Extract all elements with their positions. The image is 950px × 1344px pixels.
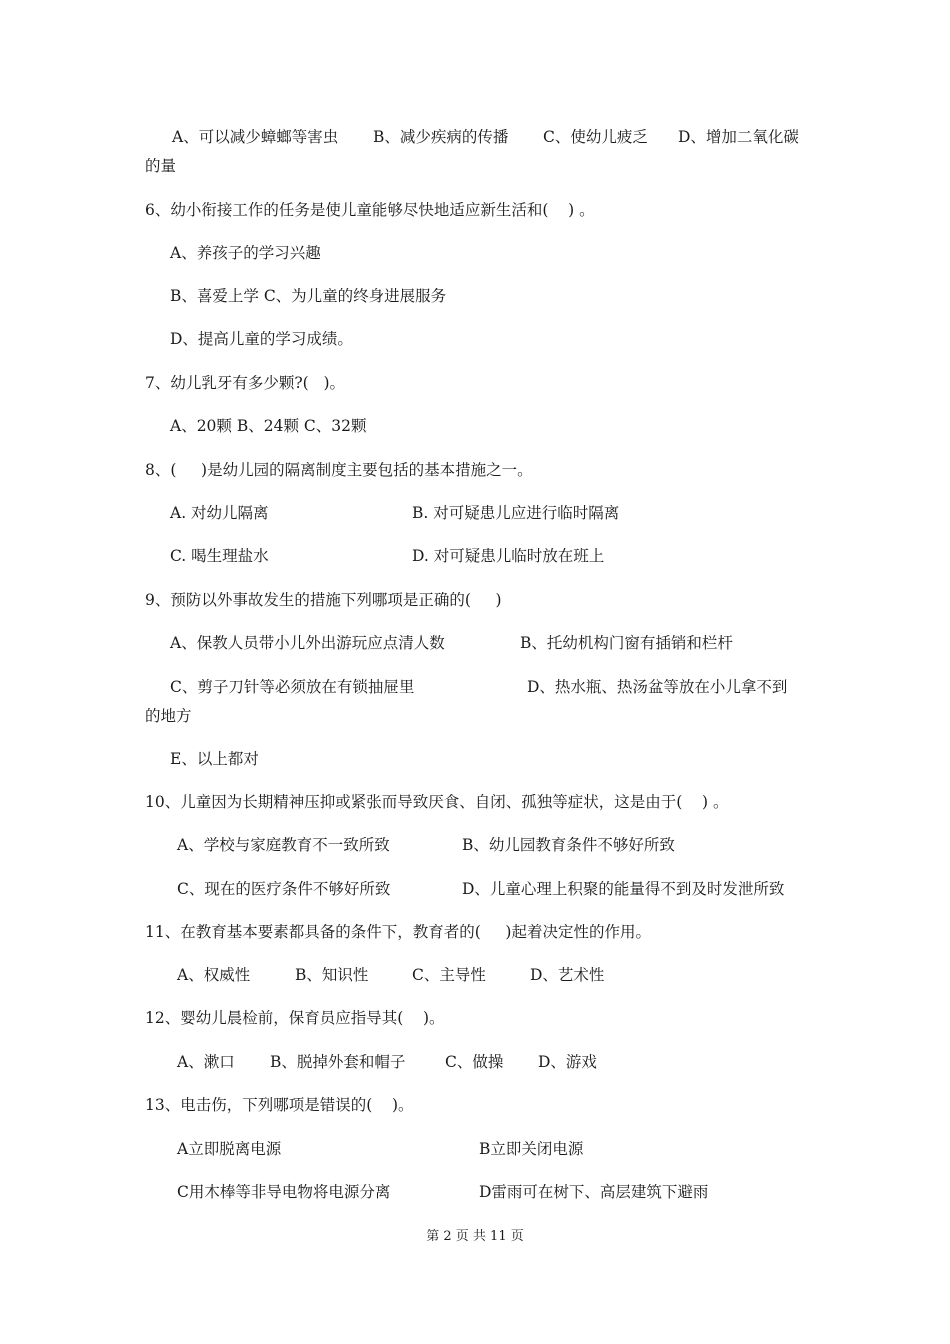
- q8-option-d: D. 对可疑患儿临时放在班上: [412, 547, 605, 565]
- q9-option-c: C、剪子刀针等必须放在有锁抽屉里: [170, 678, 415, 696]
- q12-option-c: C、做操: [445, 1053, 504, 1071]
- q10-stem: 10、儿童因为长期精神压抑或紧张而导致厌食、自闭、孤独等症状，这是由于( ) 。: [145, 793, 729, 811]
- q12-option-b: B、脱掉外套和帽子: [270, 1053, 406, 1071]
- q12-option-a: A、漱口: [177, 1053, 235, 1071]
- q10-option-d: D、儿童心理上积聚的能量得不到及时发泄所致: [462, 880, 785, 898]
- q9-option-b: B、托幼机构门窗有插销和栏杆: [520, 634, 733, 652]
- q6-stem: 6、幼小衔接工作的任务是使儿童能够尽快地适应新生活和( ) 。: [145, 201, 595, 219]
- q10-option-a: A、学校与家庭教育不一致所致: [177, 836, 390, 854]
- q10-option-b: B、幼儿园教育条件不够好所致: [462, 836, 675, 854]
- q6-option-bc: B、喜爱上学 C、为儿童的终身进展服务: [170, 287, 447, 305]
- q9-option-d: D、热水瓶、热汤盆等放在小儿拿不到: [527, 678, 788, 696]
- q7-stem: 7、幼儿乳牙有多少颗?( )。: [145, 374, 346, 392]
- q9-stem: 9、预防以外事故发生的措施下列哪项是正确的( ): [145, 591, 502, 609]
- page-number-footer: 第 2 页 共 11 页: [426, 1229, 524, 1244]
- q6-option-d: D、提高儿童的学习成绩。: [170, 330, 353, 348]
- q8-option-a: A. 对幼儿隔离: [170, 504, 269, 522]
- q10-option-c: C、现在的医疗条件不够好所致: [177, 880, 391, 898]
- q11-stem: 11、在教育基本要素都具备的条件下，教育者的( )起着决定性的作用。: [145, 923, 651, 941]
- q9-option-d-continued: 的地方: [145, 707, 192, 725]
- q13-option-a: A立即脱离电源: [177, 1140, 282, 1158]
- q11-option-d: D、艺术性: [530, 966, 605, 984]
- q11-option-c: C、主导性: [412, 966, 486, 984]
- q13-stem: 13、电击伤，下列哪项是错误的( )。: [145, 1096, 414, 1114]
- q11-option-a: A、权威性: [177, 966, 251, 984]
- q9-option-e: E、以上都对: [170, 750, 259, 768]
- q6-option-a: A、养孩子的学习兴趣: [170, 244, 321, 262]
- q9-option-a: A、保教人员带小儿外出游玩应点清人数: [170, 634, 445, 652]
- q8-option-c: C. 喝生理盐水: [170, 547, 269, 565]
- q13-option-b: B立即关闭电源: [479, 1140, 584, 1158]
- q13-option-d: D雷雨可在树下、高层建筑下避雨: [479, 1183, 709, 1201]
- q5-option-c: C、使幼儿疲乏: [543, 128, 648, 146]
- q8-stem: 8、( )是幼儿园的隔离制度主要包括的基本措施之一。: [145, 461, 533, 479]
- q5-option-a: A、可以减少蟑螂等害虫: [172, 128, 339, 146]
- q8-option-b: B. 对可疑患儿应进行临时隔离: [412, 504, 620, 522]
- q11-option-b: B、知识性: [295, 966, 369, 984]
- q5-option-d: D、增加二氧化碳: [678, 128, 799, 146]
- q5-option-b: B、减少疾病的传播: [373, 128, 509, 146]
- q13-option-c: C用木棒等非导电物将电源分离: [177, 1183, 391, 1201]
- q7-options: A、20颗 B、24颗 C、32颗: [170, 417, 367, 435]
- q5-option-d-continued: 的量: [145, 157, 177, 175]
- q12-option-d: D、游戏: [538, 1053, 597, 1071]
- q12-stem: 12、婴幼儿晨检前，保育员应指导其( )。: [145, 1009, 445, 1027]
